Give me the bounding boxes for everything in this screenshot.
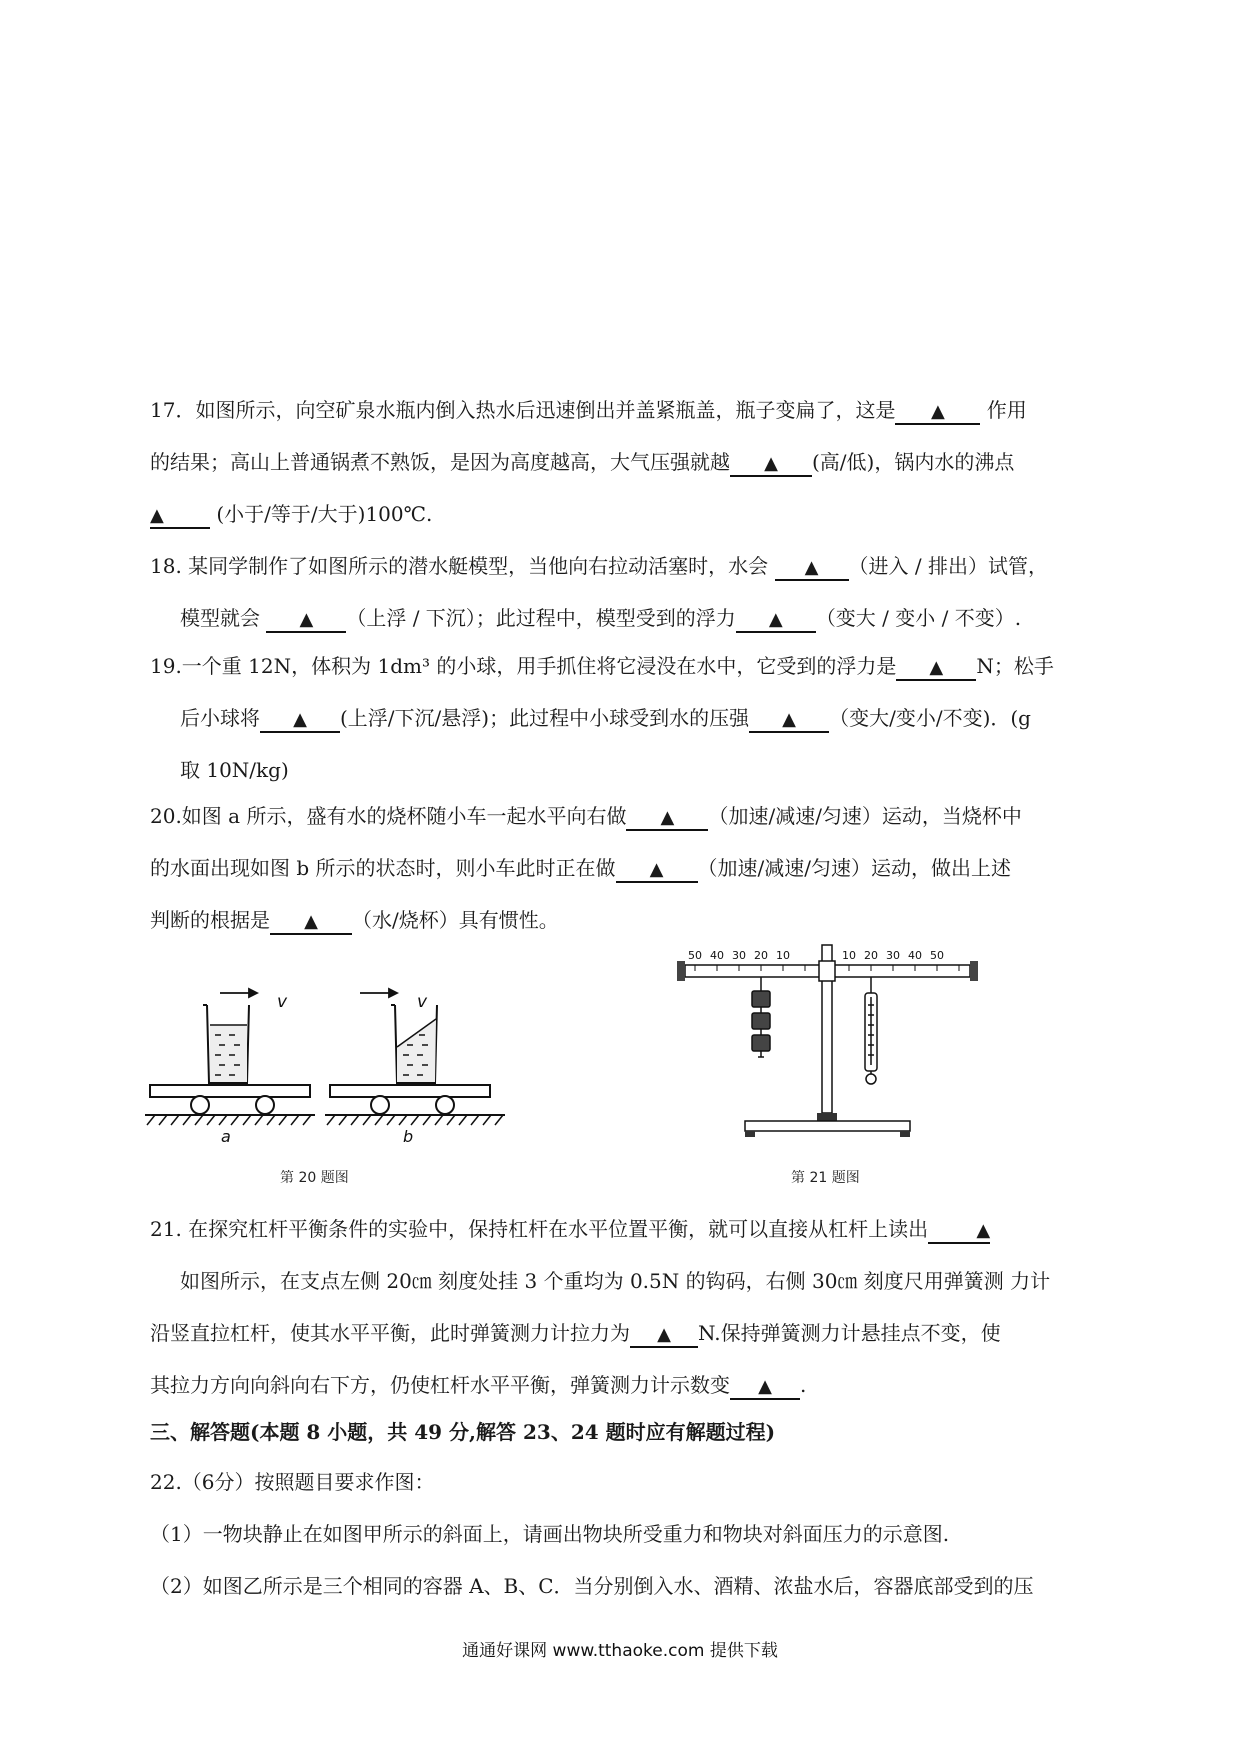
section-title: 三、解答题(本题 8 小题，共 49 分,解答 23、24 题时应有解题过程) — [150, 1420, 776, 1444]
figure-20 — [145, 975, 525, 1150]
q17-text: 作用 — [980, 398, 1027, 422]
q22-line-2: （1）一物块静止在如图甲所示的斜面上，请画出物块所受重力和物块对斜面压力的示意图. — [150, 1522, 950, 1546]
q18-line-1 — [150, 540, 1100, 592]
q20-text: （加速/减速/匀速）运动，做出上述 — [697, 856, 1012, 880]
q21-text: . — [800, 1373, 807, 1397]
scale-tick-label: 50 — [688, 949, 702, 962]
wheel-icon — [191, 1096, 209, 1114]
q18-text: 模型就会 — [180, 606, 267, 630]
velocity-arrow-a — [220, 989, 257, 997]
velocity-label-b: v — [417, 992, 428, 1012]
q19-line-3 — [150, 744, 1100, 796]
q19-text: （变大/变小/不变)．(g — [829, 706, 1031, 730]
velocity-arrow-b — [360, 989, 397, 997]
q20-text: （加速/减速/匀速）运动，当烧杯中 — [708, 804, 1022, 828]
scale-tick-label: 40 — [908, 949, 922, 962]
scale-tick-label: 40 — [710, 949, 724, 962]
answer-blank: ▲ — [630, 1324, 698, 1348]
section-3-title — [150, 1406, 1100, 1458]
answer-blank: ▲ — [150, 505, 210, 529]
question-21 — [150, 1203, 1100, 1411]
q17-text: (小于/等于/大于)100℃. — [210, 502, 433, 526]
q19-text: (上浮/下沉/悬浮)；此过程中小球受到水的压强 — [340, 706, 750, 730]
q21-text: 沿竖直拉杠杆，使其水平平衡，此时弹簧测力计拉力为 — [150, 1321, 630, 1345]
question-19 — [150, 640, 1100, 796]
wheel-icon — [371, 1096, 389, 1114]
q19-text: 19.一个重 12N，体积为 1dm³ 的小球，用手抓住将它浸没在水中，它受到的浮力是 — [150, 654, 897, 678]
q17-text: 17．如图所示，向空矿泉水瓶内倒入热水后迅速倒出并盖紧瓶盖，瓶子变扁了，这是 — [150, 398, 896, 422]
scale-tick-label: 20 — [864, 949, 878, 962]
wheel-icon — [436, 1096, 454, 1114]
question-22 — [150, 1456, 1100, 1612]
figure-21-caption: 第 21 题图 — [791, 1170, 860, 1186]
q21-line-3 — [150, 1307, 1100, 1359]
q17-line-2 — [150, 436, 1100, 488]
q21-text: 其拉力方向向斜向右下方，仍使杠杆水平平衡，弹簧测力计示数变 — [150, 1373, 730, 1397]
answer-blank: ▲ — [616, 859, 698, 883]
q20-text: （水/烧杯）具有惯性。 — [352, 908, 559, 932]
q19-text: N；松手 — [976, 654, 1054, 678]
wheel-icon — [256, 1096, 274, 1114]
lever-end-right — [970, 961, 978, 981]
q20-text: 的水面出现如图 b 所示的状态时，则小车此时正在做 — [150, 856, 616, 880]
lever-end-left — [677, 961, 685, 981]
scale-tick-label: 10 — [776, 949, 790, 962]
ground-hatch-b — [327, 1115, 503, 1125]
spring-scale — [865, 993, 877, 1084]
scale-tick-label: 30 — [886, 949, 900, 962]
q17-line-1 — [150, 384, 1100, 436]
q18-text: （上浮 / 下沉）；此过程中，模型受到的浮力 — [346, 606, 736, 630]
scale-tick-label: 30 — [732, 949, 746, 962]
q17-line-3 — [150, 488, 1100, 540]
scale-tick-label: 50 — [930, 949, 944, 962]
ground-hatch-a — [147, 1115, 311, 1125]
figure-label-b: b — [403, 1127, 414, 1146]
figure-20-caption: 第 20 题图 — [280, 1170, 349, 1186]
q21-text: 如图所示，在支点左侧 20㎝ 刻度处挂 3 个重均为 0.5N 的钩码，右侧 30㎝ 刻度尺用弹簧测 力计 — [180, 1269, 1051, 1293]
stand-base — [745, 1121, 910, 1131]
scale-tick-label: 20 — [754, 949, 768, 962]
answer-blank: ▲ — [928, 1220, 990, 1244]
figure-21 — [665, 935, 990, 1150]
q21-line-2 — [150, 1255, 1100, 1307]
answer-blank: ▲ — [895, 401, 980, 425]
answer-blank: ▲ — [896, 657, 976, 681]
hooked-weights — [752, 991, 770, 1057]
water-a — [210, 1025, 247, 1082]
answer-blank: ▲ — [749, 709, 829, 733]
q20-text: 20.如图 a 所示，盛有水的烧杯随小车一起水平向右做 — [150, 804, 627, 828]
q22-line-1: 22.（6分）按照题目要求作图： — [150, 1470, 435, 1494]
answer-blank: ▲ — [266, 609, 346, 633]
q21-line-1 — [150, 1203, 1100, 1255]
question-17 — [150, 384, 1100, 540]
q22-line-3: （2）如图乙所示是三个相同的容器 A、B、C．当分别倒入水、酒精、浓盐水后，容器底部受到的压 — [150, 1574, 1034, 1598]
answer-blank: ▲ — [270, 911, 352, 935]
q17-text: 的结果；高山上普通锅煮不熟饭，是因为高度越高，大气压强就越 — [150, 450, 730, 474]
cart-a — [150, 1085, 310, 1097]
q17-text: (高/低)，锅内水的沸点 — [812, 450, 1015, 474]
stand-base-foot — [817, 1113, 837, 1121]
question-18 — [150, 540, 1100, 644]
q18-text: （进入 / 排出）试管， — [848, 554, 1048, 578]
answer-blank: ▲ — [260, 709, 340, 733]
q21-line-4 — [150, 1359, 1100, 1411]
q19-line-2 — [150, 692, 1100, 744]
q19-text: 后小球将 — [180, 706, 260, 730]
answer-blank: ▲ — [730, 453, 812, 477]
q18-text: 18. 某同学制作了如图所示的潜水艇模型，当他向右拉动活塞时，水会 — [150, 554, 775, 578]
velocity-label-a: v — [277, 992, 288, 1012]
q21-text: 21. 在探究杠杆平衡条件的实验中，保持杠杆在水平位置平衡，就可以直接从杠杆上读出 — [150, 1217, 929, 1241]
cart-b — [330, 1085, 490, 1097]
q20-line-1 — [150, 790, 1100, 842]
scale-labels — [688, 949, 944, 962]
q19-text: 取 10N/kg) — [180, 758, 289, 782]
q21-text: N.保持弹簧测力计悬挂点不变，使 — [698, 1321, 1001, 1345]
figure-label-a: a — [221, 1127, 231, 1146]
q18-line-2 — [150, 592, 1100, 644]
answer-blank: ▲ — [730, 1376, 800, 1400]
footer: 通通好课网 www.tthaoke.com 提供下载 — [462, 1641, 778, 1661]
q20-line-2 — [150, 842, 1100, 894]
answer-blank: ▲ — [775, 557, 849, 581]
q20-text: 判断的根据是 — [150, 908, 270, 932]
water-b — [397, 1019, 436, 1082]
q18-text: （变大 / 变小 / 不变）. — [815, 606, 1022, 630]
answer-blank: ▲ — [736, 609, 816, 633]
question-20 — [150, 790, 1100, 946]
scale-tick-label: 10 — [842, 949, 856, 962]
pivot — [819, 961, 835, 981]
q19-line-1 — [150, 640, 1100, 692]
answer-blank: ▲ — [626, 807, 708, 831]
